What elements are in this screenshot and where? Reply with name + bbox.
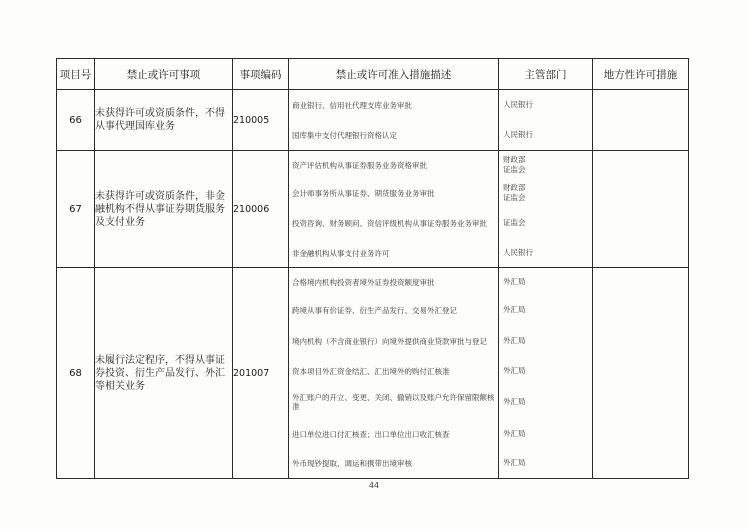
row-local-measures [593, 268, 689, 479]
measure-text: 跨境从事有价证券、衍生产品发行、交易外汇登记 [292, 305, 457, 315]
row-code: 210005 [233, 90, 289, 151]
department: 人民银行 [503, 248, 533, 257]
row-code: 210006 [233, 151, 289, 268]
header-item-number: 项目号 [57, 59, 95, 90]
measure-text: 会计师事务所从事证券、期货服务业务审批 [292, 188, 435, 198]
row-measures [289, 268, 499, 479]
row-item: 未获得许可或资质条件，非金融机构不得从事证券期货服务及支付业务 [95, 151, 233, 268]
row-number: 66 [57, 90, 95, 151]
measure-text: 国库集中支付代理银行资格认定 [292, 130, 397, 140]
table-header-row [57, 59, 689, 90]
row-departments [499, 151, 593, 268]
department: 人民银行 [503, 130, 533, 139]
measure-text: 境内机构（不含商业银行）向境外提供商业贷款审批与登记 [292, 336, 487, 346]
measure-text: 外币现钞提取、调运和携带出境审核 [292, 458, 412, 468]
restriction-table [56, 58, 689, 479]
measure-text: 资产评估机构从事证券服务业务资格审批 [292, 160, 427, 170]
measure-text: 进口单位进口付汇核查；出口单位出口收汇核查 [292, 429, 450, 439]
table-row [57, 151, 689, 268]
department: 外汇局 [503, 305, 526, 314]
measure-text: 合格境内机构投资者境外证券投资额度审批 [292, 277, 435, 287]
row-measures [289, 151, 499, 268]
table-row [57, 90, 689, 151]
row-code: 201007 [233, 268, 289, 479]
department-group [499, 151, 592, 179]
row-item: 未获得许可或资质条件，不得从事代理国库业务 [95, 90, 233, 151]
department: 财政部 [503, 183, 526, 192]
department-group [499, 179, 592, 207]
department: 外汇局 [503, 277, 526, 286]
row-item: 未履行法定程序，不得从事证券投资、衍生产品发行、外汇等相关业务 [95, 268, 233, 479]
row-local-measures [593, 90, 689, 151]
department: 证监会 [503, 218, 526, 227]
department: 外汇局 [503, 397, 526, 406]
row-number: 67 [57, 151, 95, 268]
row-local-measures [593, 151, 689, 268]
header-code: 事项编码 [233, 59, 289, 90]
page-number: 44 [368, 481, 380, 490]
measure-text: 资本项目外汇资金结汇、汇出境外的购付汇核准 [292, 366, 450, 376]
table-row [57, 268, 689, 479]
header-department: 主管部门 [499, 59, 593, 90]
header-local-measures: 地方性许可措施 [593, 59, 689, 90]
department: 人民银行 [503, 100, 533, 109]
header-measures: 禁止或许可准入措施描述 [289, 59, 499, 90]
measure-text: 外汇账户的开立、变更、关闭、撤销以及账户允许保留限额核准 [292, 393, 495, 411]
department: 证监会 [503, 193, 526, 202]
row-number: 68 [57, 268, 95, 479]
department: 外汇局 [503, 458, 526, 467]
row-departments [499, 90, 593, 151]
row-departments [499, 268, 593, 479]
measure-text: 投资咨询、财务顾问、资信评级机构从事证券服务业务审批 [292, 218, 487, 228]
header-item: 禁止或许可事项 [95, 59, 233, 90]
department: 财政部 [503, 155, 526, 164]
department: 外汇局 [503, 336, 526, 345]
department: 外汇局 [503, 366, 526, 375]
measure-text: 商业银行、信用社代理支库业务审批 [292, 100, 412, 110]
row-measures [289, 90, 499, 151]
department: 外汇局 [503, 429, 526, 438]
department: 证监会 [503, 165, 526, 174]
measure-text: 非金融机构从事支付业务许可 [292, 248, 390, 258]
